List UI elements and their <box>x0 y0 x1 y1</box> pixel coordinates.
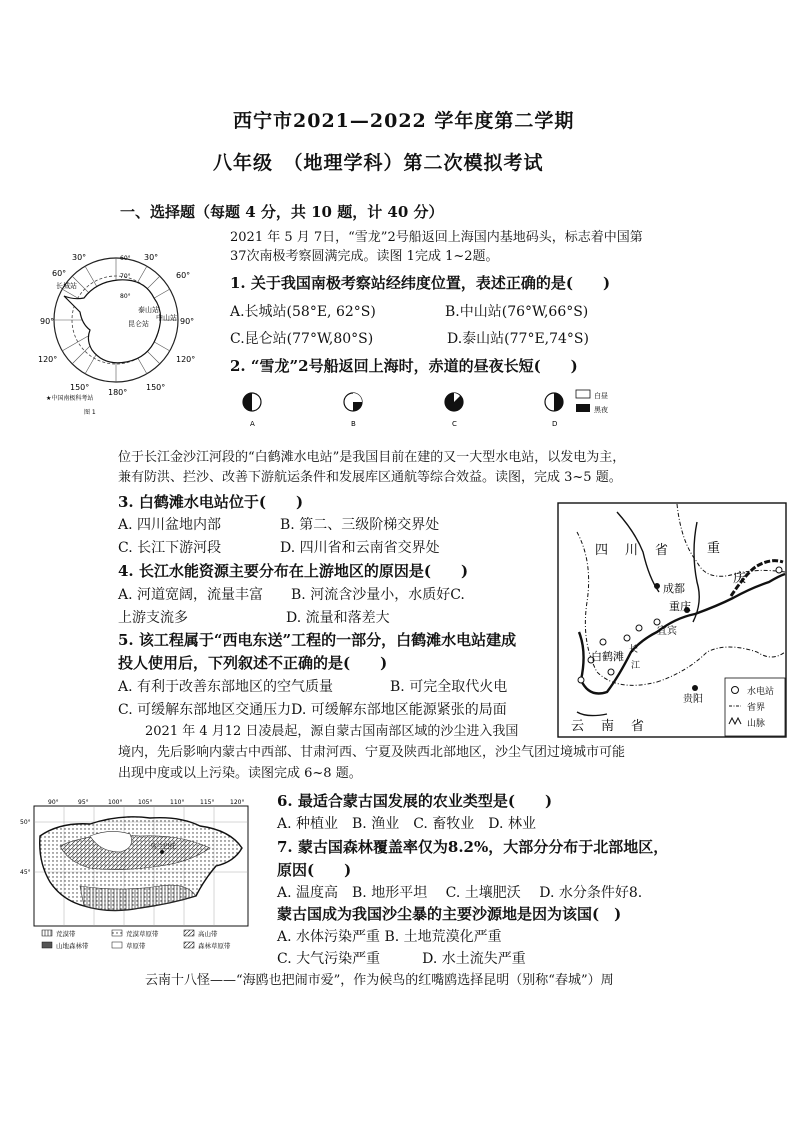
map3-lat: 50° <box>20 819 31 826</box>
q2-circle-c <box>445 393 463 411</box>
station-kunlun: 昆仑站 <box>128 320 149 328</box>
city-dot-chengdu <box>654 583 660 589</box>
map3-city: 乌兰巴托 <box>150 842 176 850</box>
passage-1-line: 2021 年 5 月 7日，“雪龙”2号船返回上海国内基地码头，标志着中国第 <box>230 230 643 245</box>
passage-1-line: 37次南极考察圆满完成。读图 1完成 1~2题。 <box>230 249 499 264</box>
legend-desert-steppe: 荒漠草原带 <box>126 930 159 938</box>
question-7-stem: 7. 蒙古国森林覆盖率仅为8.2%，大部分分布于北部地区， <box>277 838 669 856</box>
q2-label-a: A <box>250 420 255 428</box>
question-6-stem: 6. 最适合蒙古国发展的农业类型是( ) <box>277 792 553 810</box>
q5-option-b[interactable]: B. 可完全取代火电 <box>390 679 508 695</box>
q8-options-cd[interactable]: C. 大气污染严重 D. 水土流失严重 <box>277 951 526 967</box>
map1-lat-label: 70° <box>120 273 131 280</box>
map1-lat-label: 60° <box>120 255 131 262</box>
map2-label-guiyang: 贵阳 <box>683 694 703 705</box>
map3-lon: 110° <box>170 799 185 806</box>
legend-day-swatch <box>576 390 590 398</box>
map3-lon: 95° <box>78 799 89 806</box>
legend-station-icon <box>732 687 739 694</box>
page-title: 西宁市2021—2022 学年度第二学期 <box>233 110 575 132</box>
legend-alpine: 高山带 <box>198 930 218 938</box>
q2-label-c: C <box>452 420 457 428</box>
mongolia-map <box>20 796 260 958</box>
antarctica-map <box>36 240 206 420</box>
map1-lon-label: 150° <box>70 383 90 392</box>
map1-lon-label: 60° <box>176 271 191 280</box>
figure-label: 图 1 <box>84 409 96 416</box>
q2-circle-d <box>545 393 563 411</box>
legend-border: 省界 <box>747 703 766 713</box>
q3-option-c[interactable]: C. 长江下游河段 <box>118 540 222 556</box>
map3-lon: 90° <box>48 799 59 806</box>
map1-lon-label: 90° <box>40 317 55 326</box>
q2-daynight-options <box>236 388 616 434</box>
map2-label-chong: 重 <box>707 541 721 556</box>
station-zhongshan: 中山站 <box>156 314 177 322</box>
map2-label-chongqing: 重庆 <box>669 600 691 613</box>
map2-label-qing: 庆 <box>733 571 747 586</box>
map2-label-sheng: 省 <box>655 543 669 558</box>
question-2-stem: 2. “雪龙”2号船返回上海时，赤道的昼夜长短( ) <box>230 357 578 375</box>
map1-lon-label: 180° <box>108 388 128 397</box>
passage-3-line: 出现中度或以上污染。读图完成 6~8 题。 <box>118 766 362 781</box>
map2-river-chang: 长 <box>629 645 639 655</box>
question-5-stem: 投人使用后，下列叙述不正确的是( ) <box>118 654 388 672</box>
map2-legend <box>725 678 785 736</box>
map2-label-si: 四 <box>595 543 609 558</box>
map1-lat-label: 80° <box>120 293 131 300</box>
q7-options[interactable]: A. 温度高 B. 地形平坦 C. 土壤肥沃 D. 水分条件好8. <box>277 885 643 901</box>
question-3-stem: 3. 白鹤滩水电站位于( ) <box>118 493 304 511</box>
q3-option-b[interactable]: B. 第二、三级阶梯交界处 <box>280 517 440 533</box>
q5-options-cd[interactable]: C. 可缓解东部地区交通压力D. 可缓解东部地区能源紧张的局面 <box>118 702 507 718</box>
passage-2-line: 位于长江金沙江河段的“白鹤滩水电站”是我国目前在建的又一大型水电站，以发电为主， <box>118 450 626 465</box>
question-8-stem: 蒙古国成为我国沙尘暴的主要沙源地是因为该国( ) <box>277 905 622 923</box>
question-7-stem: 原因( ) <box>277 861 352 879</box>
map3-lat: 45° <box>20 869 31 876</box>
q8-options-ab[interactable]: A. 水体污染严重 B. 土地荒漠化严重 <box>277 929 502 945</box>
station-changcheng: 长城站 <box>56 282 77 290</box>
passage-3-line: 境内，先后影响内蒙古中西部、甘肃河西、宁夏及陕西北部地区，沙尘气团过境城市可能 <box>118 745 626 760</box>
map2-river-jiang: 江 <box>631 661 641 671</box>
q3-option-a[interactable]: A. 四川盆地内部 <box>118 517 222 533</box>
map3-lon: 120° <box>230 799 245 806</box>
city-dot-guiyang <box>692 685 698 691</box>
legend-station: 水电站 <box>747 687 775 697</box>
map2-label-baihetan: 白鹤滩 <box>591 650 624 663</box>
map1-lon-label: 30° <box>72 253 87 262</box>
page-subtitle: 八年级 （地理学科）第二次模拟考试 <box>213 152 544 174</box>
q4-options-line[interactable]: A. 河道宽阔，流量丰富 B. 河流含沙量小，水质好C. <box>118 587 465 603</box>
map2-label-sheng2: 省 <box>631 719 645 734</box>
map2-label-yun: 云 <box>571 719 585 734</box>
q6-options[interactable]: A. 种植业 B. 渔业 C. 畜牧业 D. 林业 <box>277 816 536 832</box>
map2-label-yibin: 宜宾 <box>657 626 677 637</box>
station-taishan: 泰山站 <box>138 306 159 314</box>
passage-2-line: 兼有防洪、拦沙、改善下游航运条件和发展库区通航等综合效益。读图，完成 3~5 题。 <box>118 470 622 485</box>
question-5-stem: 5. 该工程属于“西电东送”工程的一部分，白鹤滩水电站建成 <box>118 631 517 649</box>
q1-option-c[interactable]: C.昆仑站(77°W,80°S) <box>230 331 374 347</box>
legend-day: 白昼 <box>594 392 608 400</box>
q2-legend <box>574 388 634 420</box>
map1-lon-label: 120° <box>38 355 58 364</box>
passage-3-line: 2021 年 4 月12 日凌晨起，源自蒙古国南部区域的沙尘进入我国 <box>145 724 519 739</box>
q2-circle-b <box>344 393 362 411</box>
legend-steppe: 草原带 <box>126 942 146 950</box>
q1-option-a[interactable]: A.长城站(58°E, 62°S) <box>230 304 376 320</box>
map1-lon-label: 30° <box>144 253 159 262</box>
q1-option-b[interactable]: B.中山站(76°W,66°S) <box>445 304 589 320</box>
legend-forest-steppe: 森林草原带 <box>198 942 231 950</box>
legend-mountain: 山脉 <box>747 719 766 729</box>
map3-lon: 100° <box>108 799 123 806</box>
legend-night-swatch <box>576 404 590 412</box>
section-heading: 一、选择题（每题 4 分，共 10 题，计 40 分） <box>120 203 444 221</box>
map1-legend: ★中国南极科考站 <box>46 395 94 402</box>
map1-lon-label: 120° <box>176 355 196 364</box>
map2-label-chuan: 川 <box>625 543 639 558</box>
map2-label-chengdu: 成都 <box>663 582 685 595</box>
map1-lon-label: 90° <box>180 317 195 326</box>
q3-option-d[interactable]: D. 四川省和云南省交界处 <box>280 540 440 556</box>
question-1-stem: 1. 关于我国南极考察站经纬度位置，表述正确的是( ) <box>230 274 611 292</box>
q2-label-d: D <box>552 420 558 428</box>
q2-circle-a <box>243 393 261 411</box>
map3-lon: 105° <box>138 799 153 806</box>
map3-legend <box>42 929 231 950</box>
legend-night: 黑夜 <box>594 406 608 414</box>
legend-desert: 荒漠带 <box>56 930 76 938</box>
map1-lon-label: 60° <box>52 269 67 278</box>
q4-options-line[interactable]: 上游支流多 D. 流量和落差大 <box>118 610 390 626</box>
baihetan-map <box>557 502 787 738</box>
legend-mountain-forest: 山地森林带 <box>56 942 89 950</box>
map3-lon: 115° <box>200 799 215 806</box>
passage-4-line: 云南十八怪——“海鸥也把闹市爱”，作为候鸟的红嘴鸥选择昆明（别称“春城”）周 <box>145 973 614 988</box>
q5-option-a[interactable]: A. 有利于改善东部地区的空气质量 <box>118 679 334 695</box>
city-dot-ulaanbaatar <box>160 850 164 854</box>
q2-label-b: B <box>351 420 356 428</box>
q1-option-d[interactable]: D.泰山站(77°E,74°S) <box>447 331 589 347</box>
question-4-stem: 4. 长江水能资源主要分布在上游地区的原因是( ) <box>118 562 469 580</box>
map2-label-nan: 南 <box>601 719 615 734</box>
map1-lon-label: 150° <box>146 383 166 392</box>
